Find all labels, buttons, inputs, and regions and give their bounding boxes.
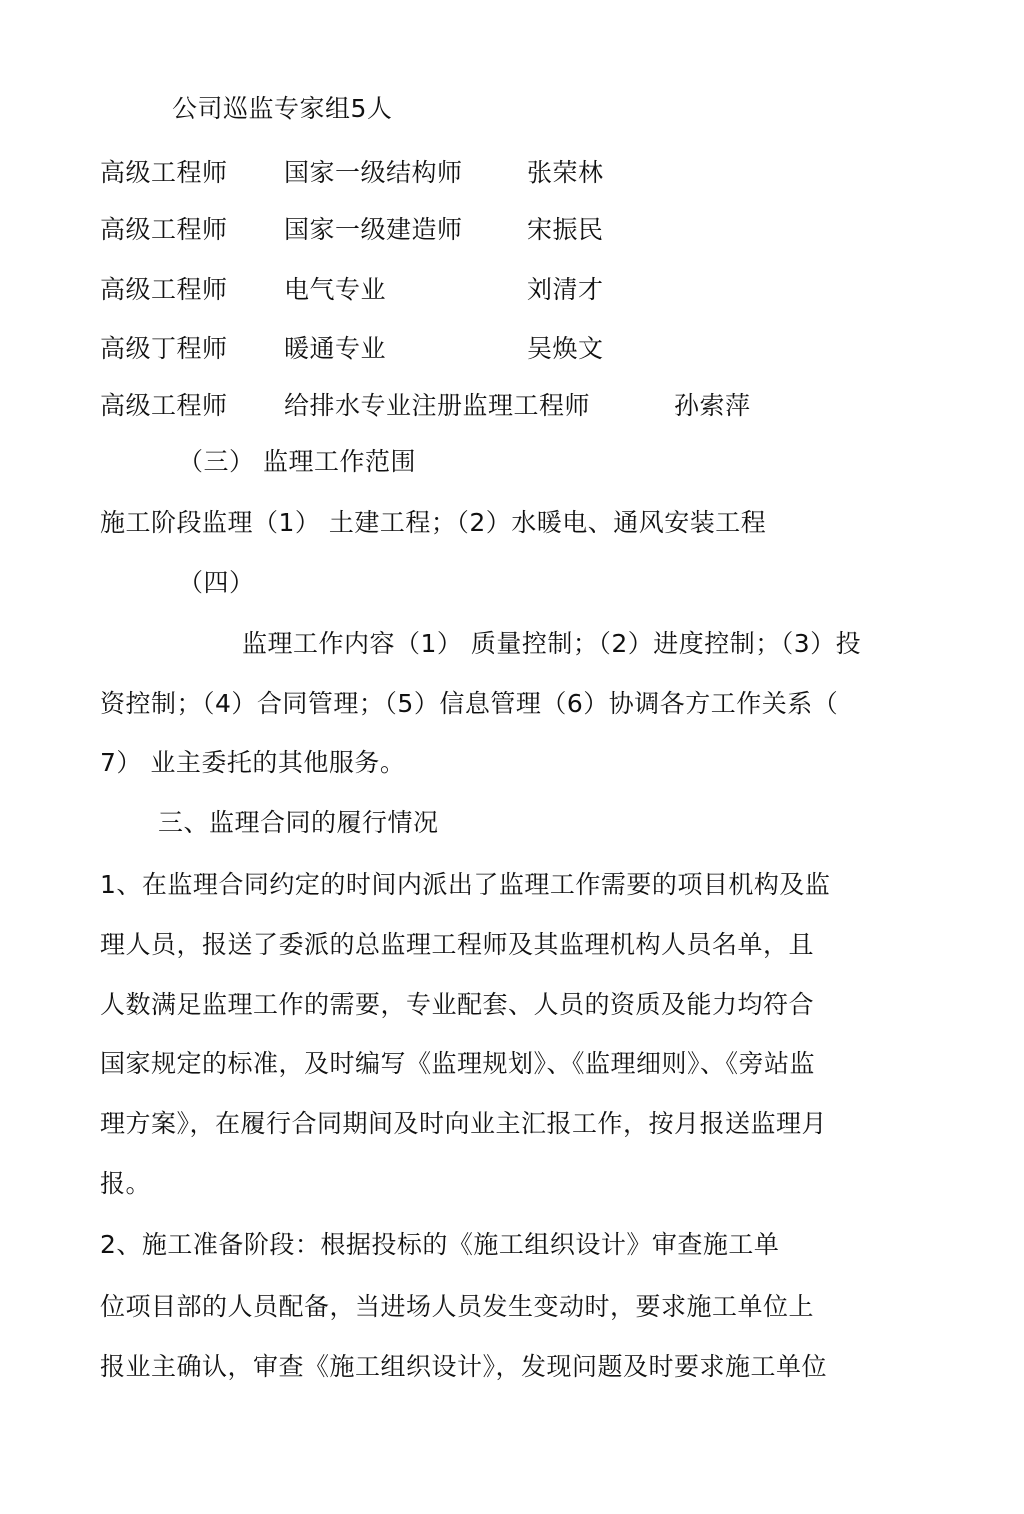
member-specialty: 给排水专业注册监理工程师 <box>284 391 591 420</box>
paragraph-line: 国家规定的标准，及时编写《监理规划》、《监理细则》、《旁站监 <box>100 1049 816 1078</box>
content-line: 监理工作内容（1） 质量控制；（2）进度控制；（3）投 <box>242 629 862 658</box>
expert-group-heading: 公司巡监专家组5人 <box>172 94 393 123</box>
member-title: 高级工程师 <box>100 275 228 304</box>
member-specialty: 暖通专业 <box>284 334 387 363</box>
member-specialty: 电气专业 <box>284 275 387 304</box>
member-specialty: 国家一级建造师 <box>284 215 463 244</box>
paragraph-line: 位项目部的人员配备，当进场人员发生变动时，要求施工单位上 <box>100 1292 815 1321</box>
section-heading: 三、监理合同的履行情况 <box>158 808 439 837</box>
paragraph-line: 2、施工准备阶段：根据投标的《施工组织设计》审查施工单 <box>100 1230 780 1259</box>
member-title: 高级工程师 <box>100 215 228 244</box>
content-line: 资控制；（4）合同管理；（5）信息管理（6）协调各方工作关系（ <box>100 689 839 718</box>
paragraph-line: 报业主确认，审查《施工组织设计》，发现问题及时要求施工单位 <box>100 1352 828 1381</box>
paragraph-line: 报。 <box>100 1169 152 1198</box>
paragraph-line: 理人员，报送了委派的总监理工程师及其监理机构人员名单，且 <box>100 930 815 959</box>
member-title: 高级工程师 <box>100 158 228 187</box>
content-heading: （四） <box>178 568 255 597</box>
content-line: 7） 业主委托的其他服务。 <box>100 748 406 777</box>
paragraph-line: 1、在监理合同约定的时间内派出了监理工作需要的项目机构及监 <box>100 870 831 899</box>
member-specialty: 国家一级结构师 <box>284 158 463 187</box>
member-name: 宋振民 <box>527 215 604 244</box>
paragraph-line: 人数满足监理工作的需要，专业配套、人员的资质及能力均符合 <box>100 990 815 1019</box>
member-name: 张荣林 <box>527 158 604 187</box>
member-name: 吴焕文 <box>527 334 604 363</box>
scope-text: 施工阶段监理（1） 土建工程；（2）水暖电、通风安装工程 <box>100 508 767 537</box>
paragraph-line: 理方案》，在履行合同期间及时向业主汇报工作，按月报送监理月 <box>100 1109 828 1138</box>
member-title: 高级工程师 <box>100 391 228 420</box>
member-name: 刘清才 <box>527 275 604 304</box>
scope-heading: （三） 监理工作范围 <box>178 447 416 476</box>
member-title: 高级丁程师 <box>100 334 228 363</box>
member-name: 孙索萍 <box>674 391 751 420</box>
